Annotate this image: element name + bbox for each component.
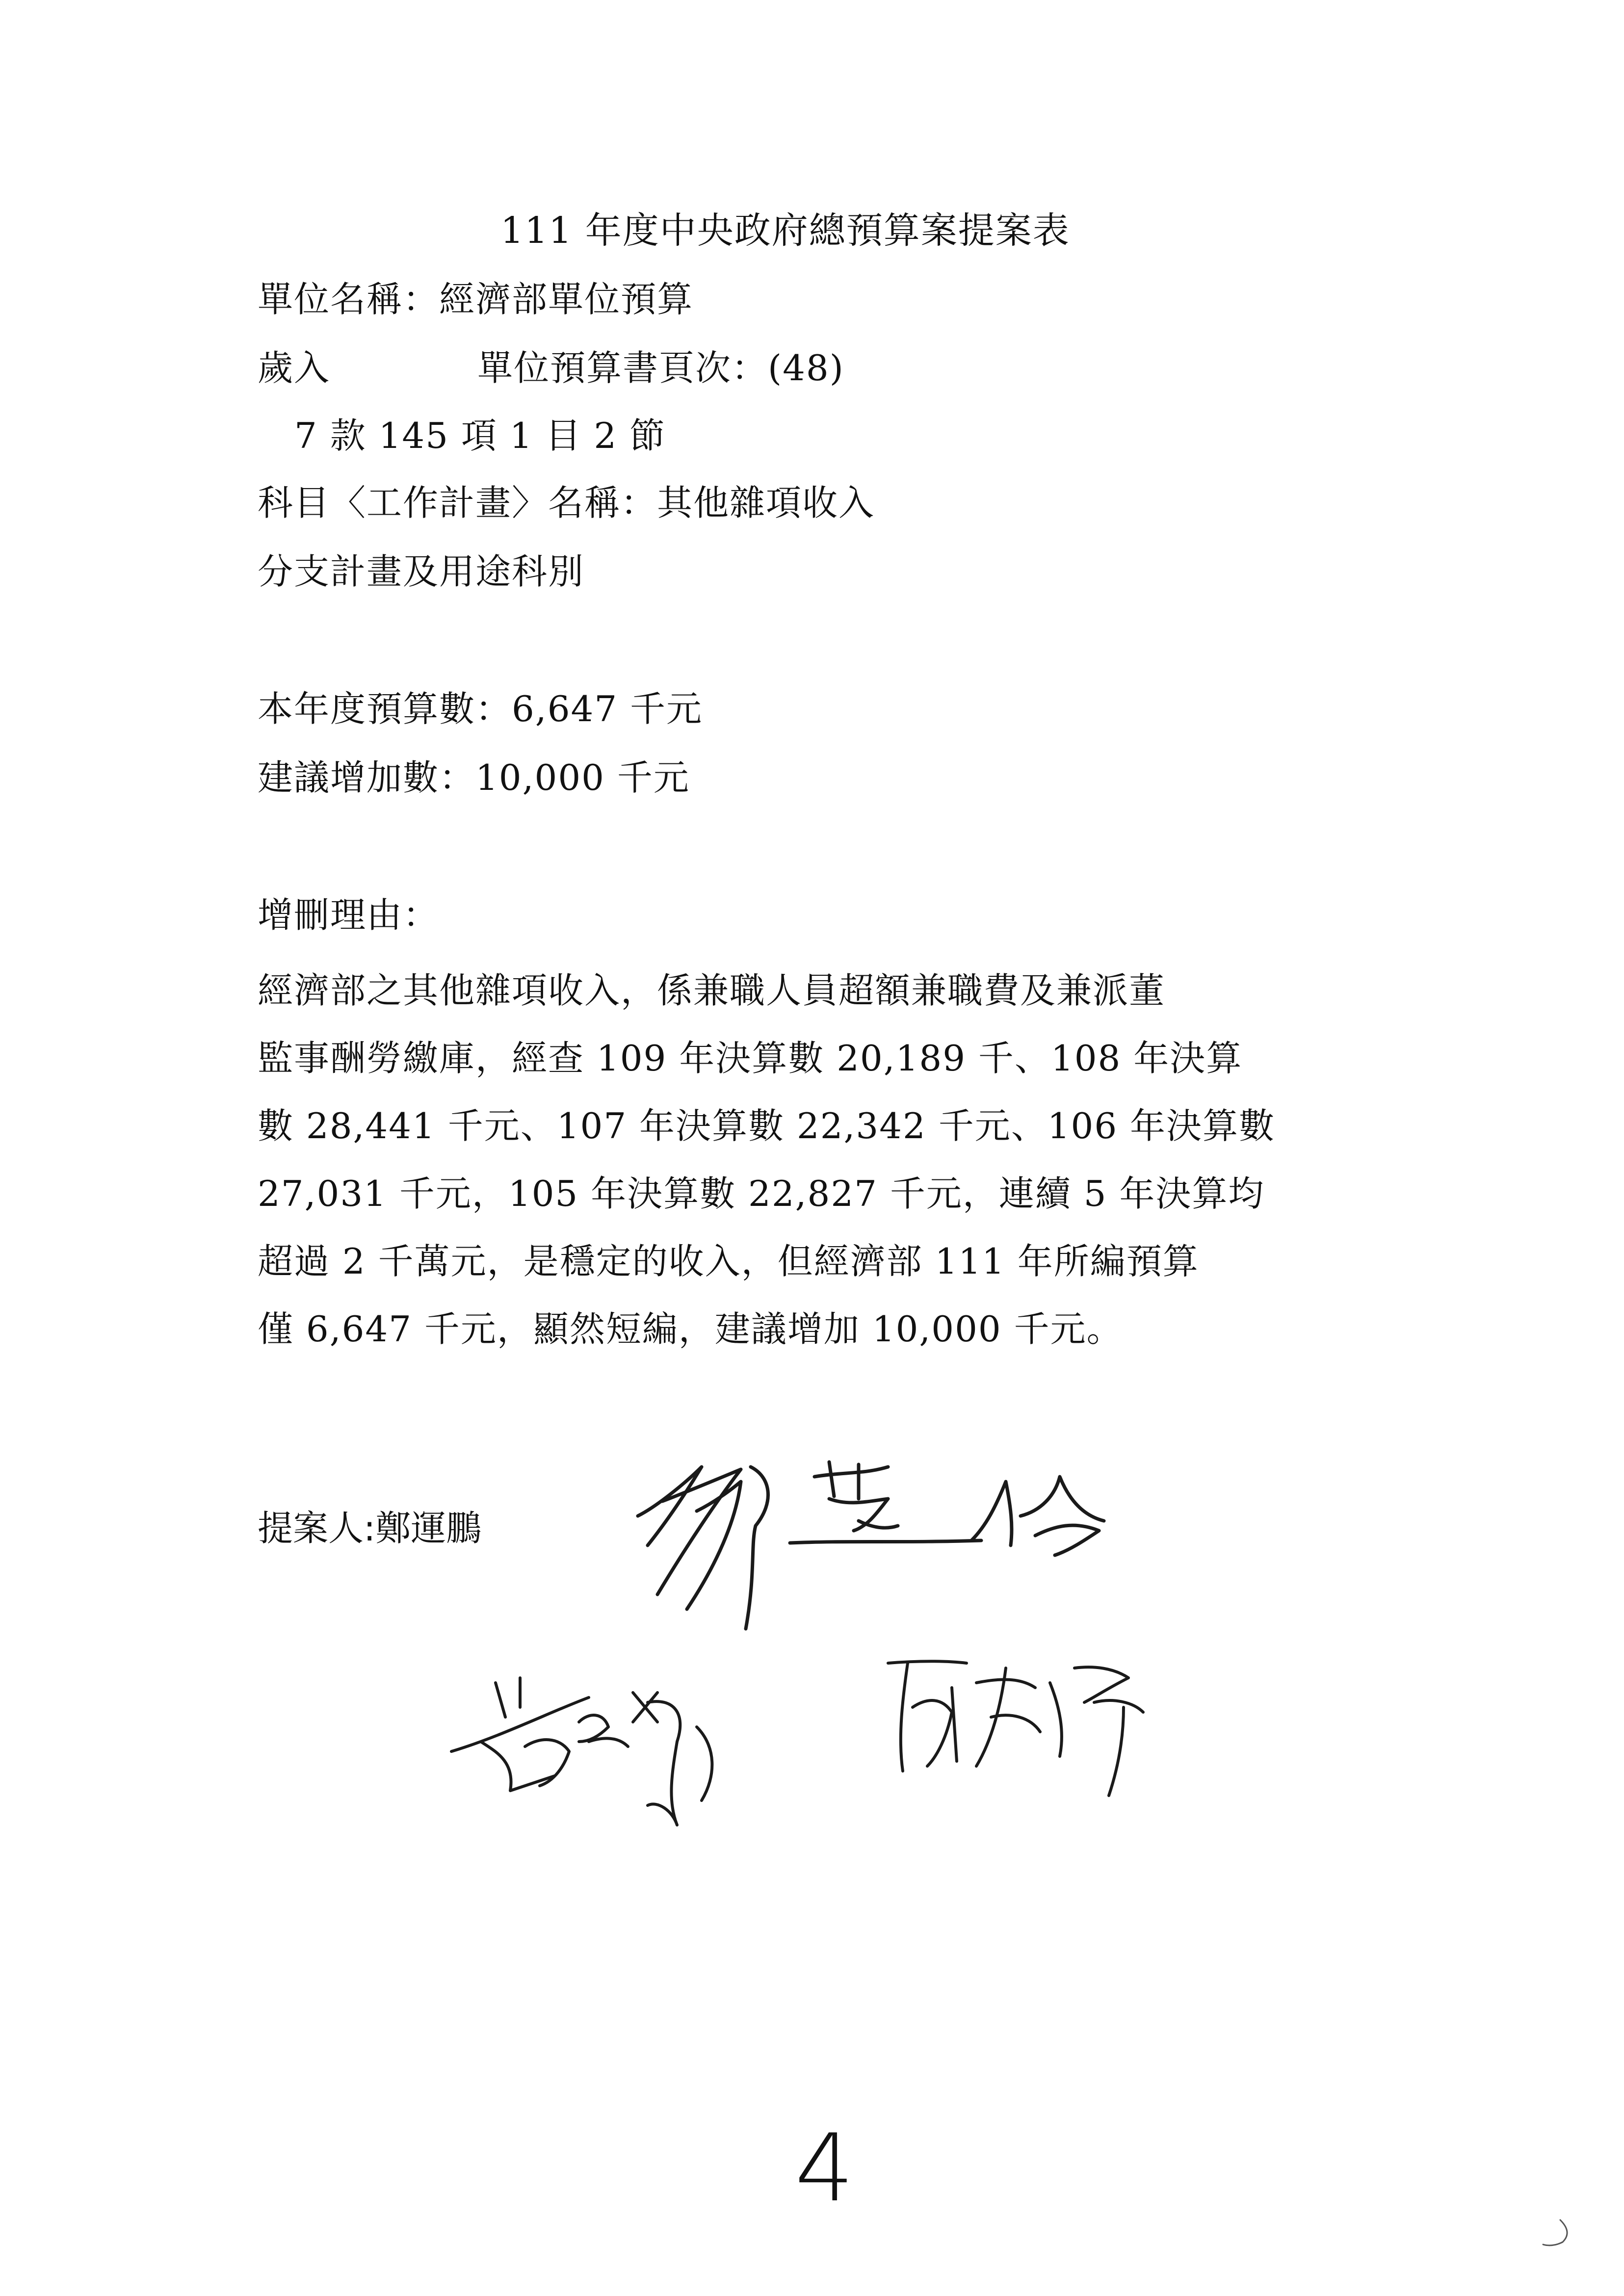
handwritten-signature-5: [878, 1648, 1153, 1805]
unit-name: 單位名稱：經濟部單位預算: [258, 279, 694, 320]
revenue-label: 歲入: [258, 347, 331, 389]
page-number: 4: [795, 2114, 854, 2222]
reason-line: 數 28,441 千元、107 年決算數 22,342 千元、106 年決算數: [258, 1105, 1276, 1147]
corner-pen-mark: [1541, 2218, 1580, 2254]
handwritten-signature-1: [628, 1447, 785, 1634]
branch-plan-label: 分支計畫及用途科別: [258, 551, 585, 592]
handwritten-signature-4: [442, 1663, 726, 1850]
reason-line: 監事酬勞繳庫，經查 109 年決算數 20,189 千、108 年決算: [258, 1038, 1243, 1079]
reason-label: 增刪理由：: [258, 894, 440, 936]
reason-line: 經濟部之其他雜項收入，係兼職人員超額兼職費及兼派董: [258, 970, 1166, 1011]
subject-name: 科目〈工作計畫〉名稱：其他雜項收入: [258, 482, 875, 523]
page-reference: 單位預算書頁次：(48): [477, 347, 844, 389]
reason-body: [258, 957, 1386, 1363]
reason-line: 超過 2 千萬元，是穩定的收入，但經濟部 111 年所編預算: [258, 1241, 1199, 1282]
increase-amount: 建議增加數：10,000 千元: [258, 757, 690, 798]
budget-amount: 本年度預算數：6,647 千元: [258, 688, 703, 730]
reason-line: 27,031 千元，105 年決算數 22,827 千元，連續 5 年決算均: [258, 1173, 1265, 1214]
proposer: 提案人:鄭運鵬: [258, 1508, 482, 1549]
revenue-row: [258, 343, 844, 392]
reason-line: 僅 6,647 千元，顯然短編，建議增加 10,000 千元。: [258, 1308, 1123, 1350]
document-title: 111 年度中央政府總預算案提案表: [500, 209, 1070, 252]
handwritten-signature-3: [957, 1467, 1114, 1565]
budget-code: 7 款 145 項 1 目 2 節: [294, 415, 666, 456]
